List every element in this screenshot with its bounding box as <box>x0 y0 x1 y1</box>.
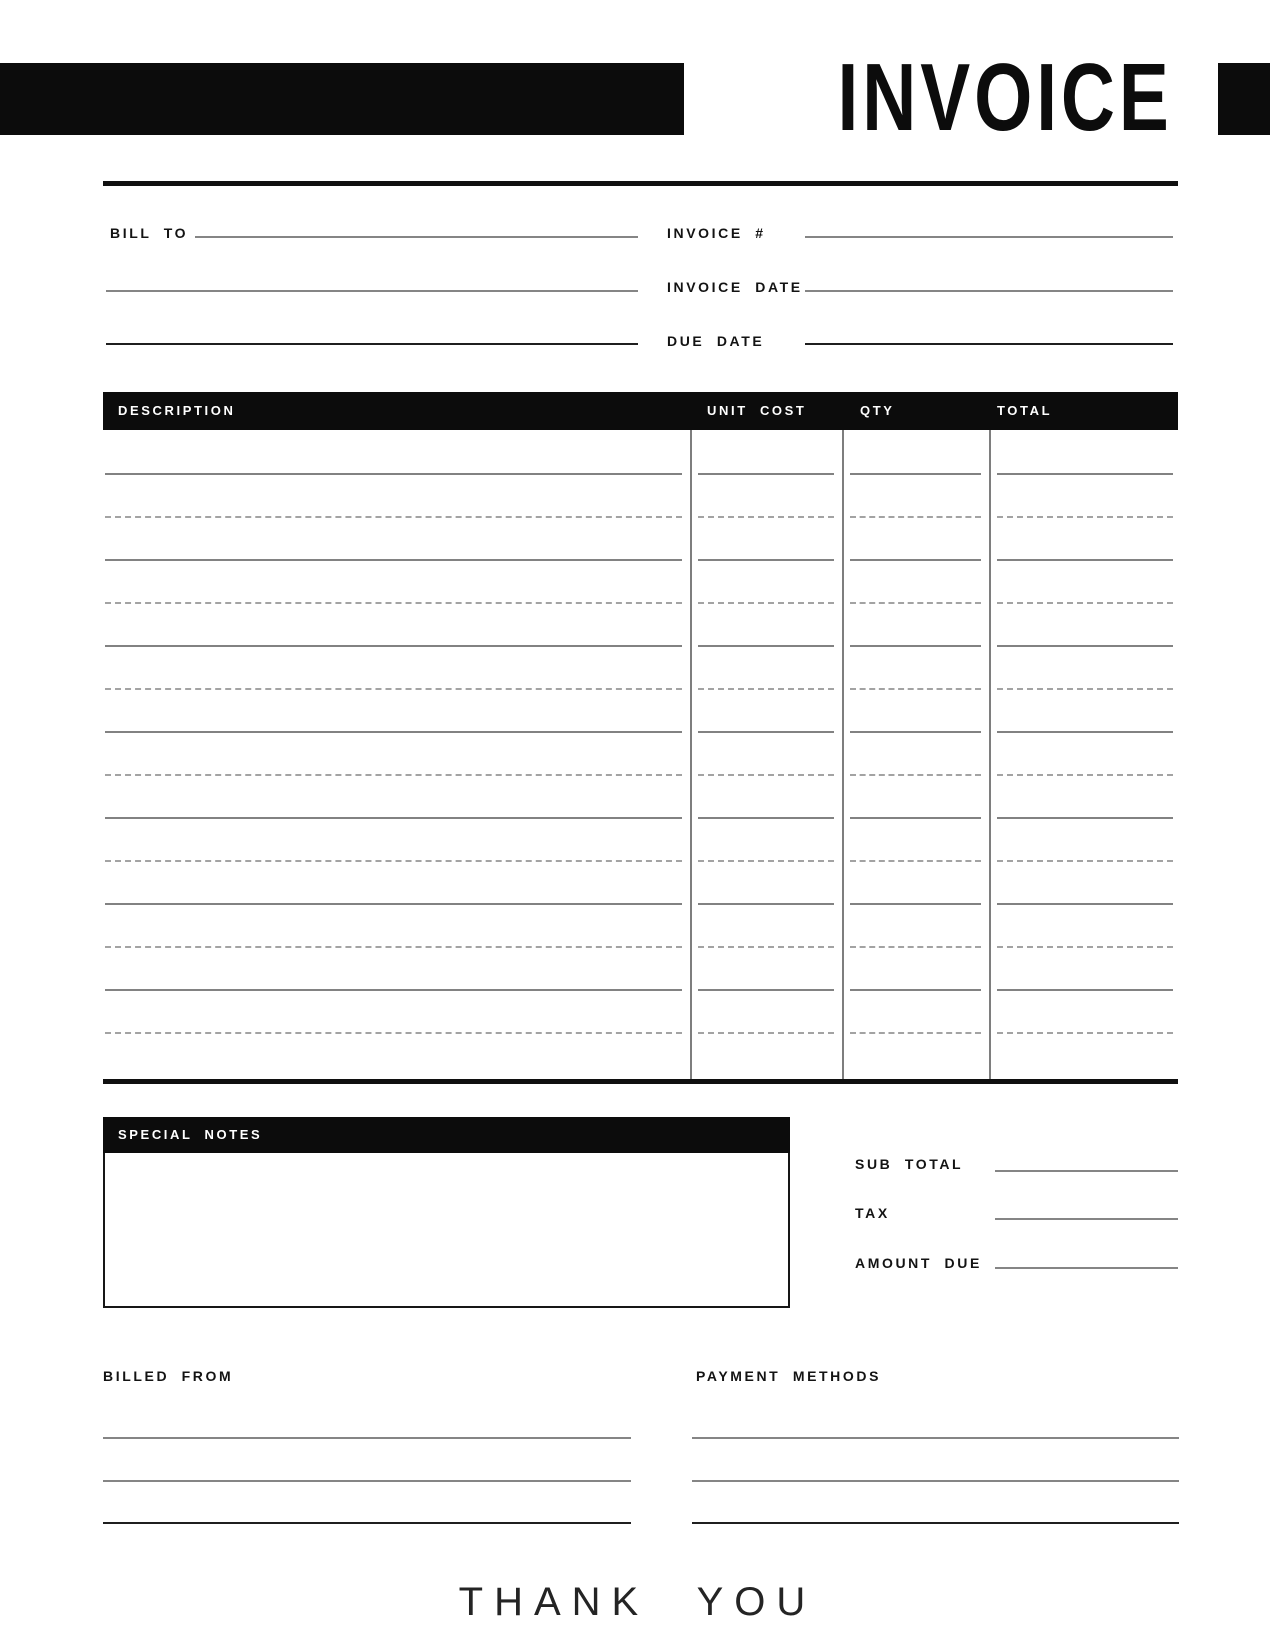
column-header-description: DESCRIPTION <box>118 403 236 418</box>
payment-methods-label: PAYMENT METHODS <box>696 1368 882 1384</box>
payment-methods-line-1[interactable] <box>692 1437 1179 1439</box>
column-divider-3 <box>989 430 991 1084</box>
invoice-number-line[interactable] <box>805 236 1173 238</box>
column-header-total: TOTAL <box>997 403 1053 418</box>
column-header-unit-cost: UNIT COST <box>707 403 807 418</box>
due-date-line[interactable] <box>805 343 1173 345</box>
billed-from-line-1[interactable] <box>103 1437 631 1439</box>
invoice-date-line[interactable] <box>805 290 1173 292</box>
payment-methods-line-2[interactable] <box>692 1480 1179 1482</box>
invoice-date-label: INVOICE DATE <box>667 279 803 295</box>
tax-line[interactable] <box>995 1218 1178 1220</box>
bill-to-line-1[interactable] <box>195 236 638 238</box>
thank-you-text: THANK YOU <box>458 1580 817 1624</box>
bill-to-label: BILL TO <box>110 225 189 241</box>
special-notes-label: SPECIAL NOTES <box>118 1127 263 1142</box>
page-title: INVOICE <box>837 44 1173 151</box>
special-notes-header <box>103 1117 790 1153</box>
amount-due-line[interactable] <box>995 1267 1178 1269</box>
bill-to-line-3[interactable] <box>106 343 638 345</box>
amount-due-label: AMOUNT DUE <box>855 1255 982 1271</box>
table-bottom-rule <box>103 1079 1178 1084</box>
special-notes-box[interactable] <box>103 1153 790 1308</box>
sub-total-label: SUB TOTAL <box>855 1156 964 1172</box>
due-date-label: DUE DATE <box>667 333 765 349</box>
payment-methods-line-3[interactable] <box>692 1522 1179 1524</box>
top-divider-rule <box>103 181 1178 186</box>
billed-from-line-3[interactable] <box>103 1522 631 1524</box>
billed-from-label: BILLED FROM <box>103 1368 234 1384</box>
invoice-number-label: INVOICE # <box>667 225 766 241</box>
header-black-square <box>1218 63 1270 135</box>
items-table-header <box>103 392 1178 430</box>
sub-total-line[interactable] <box>995 1170 1178 1172</box>
tax-label: TAX <box>855 1205 890 1221</box>
column-divider-1 <box>690 430 692 1084</box>
column-header-qty: QTY <box>860 403 895 418</box>
header-black-bar <box>0 63 684 135</box>
column-divider-2 <box>842 430 844 1084</box>
billed-from-line-2[interactable] <box>103 1480 631 1482</box>
bill-to-line-2[interactable] <box>106 290 638 292</box>
